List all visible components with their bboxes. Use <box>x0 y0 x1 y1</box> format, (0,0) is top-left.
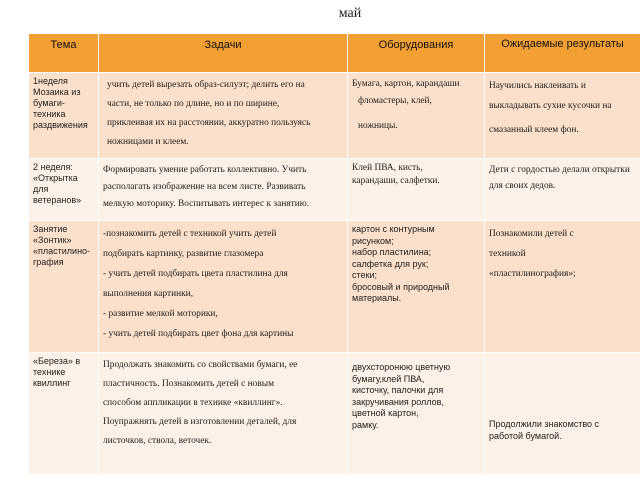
result-line: техникой <box>489 249 526 259</box>
task-line: - учить детей подбирать цвета пластилина для <box>103 269 288 279</box>
result-line: работой бумагой. <box>489 431 562 441</box>
equipment-line: материалы. <box>352 293 402 303</box>
equipment-line: закручивания роллов, <box>352 396 444 407</box>
task-line: способом аппликации в технике «квиллинг». <box>103 398 283 408</box>
equipment-line: рамку. <box>352 419 379 430</box>
task-line: -познакомить детей с техникой учить детей <box>103 229 277 239</box>
task-line: листочков, ствола, веточек. <box>103 436 212 446</box>
result-line: «пластилинография»; <box>489 269 576 279</box>
task-line: Поупражнять детей в изготовлении деталей, для <box>103 417 297 427</box>
table-row <box>29 221 640 353</box>
row-equipment <box>348 73 485 159</box>
table-row <box>29 353 640 475</box>
task-line: - развитие мелкой моторики, <box>103 309 218 319</box>
equipment-line: картон с контурным <box>352 224 435 234</box>
table-row <box>29 159 640 221</box>
row-topic: «Береза» в технике квиллинг <box>29 353 99 475</box>
row-topic: 2 неделя: «Открытка для ветеранов» <box>29 159 99 221</box>
column-header-tasks: Задачи <box>99 34 348 73</box>
page-title: май <box>338 6 362 21</box>
task-line: приклеивая их на расстоянии, аккуратно пользуясь <box>107 118 311 128</box>
equipment-line: бумагу,клей ПВА, <box>352 373 425 384</box>
row-tasks <box>99 73 348 159</box>
result-line: Дети с гордостью делали открытки для своих дедов. <box>489 165 630 191</box>
row-tasks <box>99 221 348 353</box>
equipment-line: бросовый и природный <box>352 281 450 292</box>
row-results <box>485 221 640 353</box>
result-line: Научились наклеивать и выкладывать сухие кусочки на <box>489 81 612 111</box>
row-tasks <box>99 159 348 221</box>
column-header-results: Ожидаемые результаты <box>485 34 640 73</box>
equipment-line: карандаши, салфетки. <box>352 176 440 187</box>
task-line: Формировать умение работать коллективно. Учить <box>103 165 307 175</box>
row-topic: 1неделя Мозаика из бумаги-техника раздвижения <box>29 73 99 159</box>
row-tasks <box>99 353 348 475</box>
result-line: смазанный клеем фон. <box>489 125 579 135</box>
equipment-line: фломастеры, клей, <box>358 96 432 106</box>
row-equipment <box>348 221 485 353</box>
equipment-line: стеки; <box>352 270 377 280</box>
equipment-line: кисточку, палочки для <box>352 385 444 395</box>
equipment-line: ножницы. <box>358 121 398 131</box>
lesson-plan-table <box>28 33 640 475</box>
column-header-equipment: Оборудования <box>348 34 485 73</box>
equipment-line: Бумага, картон, карандаши <box>352 79 460 89</box>
equipment-line: двухсторонюю цветную <box>352 362 451 372</box>
task-line: ножницами и клеем. <box>107 137 189 147</box>
result-line: Продолжили знакомство с <box>489 419 600 429</box>
task-line: Продолжать знакомить со свойствами бумаги, ее <box>103 360 298 370</box>
row-topic: Занятие «Зонтик» «пластилино-графия <box>29 221 99 353</box>
column-header-topic: Тема <box>29 34 99 73</box>
task-line: пластичность. Познакомить детей с новым <box>103 379 275 389</box>
task-line: - учить детей подбирать цвет фона для картины <box>103 329 294 339</box>
row-results <box>485 353 640 475</box>
task-line: учить детей вырезать образ-силуэт; делить его на <box>107 80 305 90</box>
row-equipment <box>348 159 485 221</box>
task-line: подбирать картинку, развитие глазомера <box>103 249 264 259</box>
task-line: мелкую моторику. Воспитывать интерес к занятию. <box>103 199 310 209</box>
equipment-line: набор пластилина; <box>352 247 432 257</box>
task-line: располагать изображение на всем листе. Развивать <box>103 182 306 192</box>
task-line: части, не только по длине, но и по ширине, <box>107 99 280 109</box>
equipment-line: салфетка для рук; <box>352 258 429 269</box>
equipment-line: цветной картон, <box>352 408 419 418</box>
equipment-line: рисунком; <box>352 235 394 246</box>
equipment-line: Клей ПВА, кисть, <box>352 163 423 173</box>
task-line: выполнения картинки, <box>103 289 194 299</box>
row-results <box>485 159 640 221</box>
table-row <box>29 73 640 159</box>
result-line: Познакомили детей с <box>489 229 574 239</box>
header-row <box>29 34 640 73</box>
row-equipment <box>348 353 485 475</box>
row-results <box>485 73 640 159</box>
